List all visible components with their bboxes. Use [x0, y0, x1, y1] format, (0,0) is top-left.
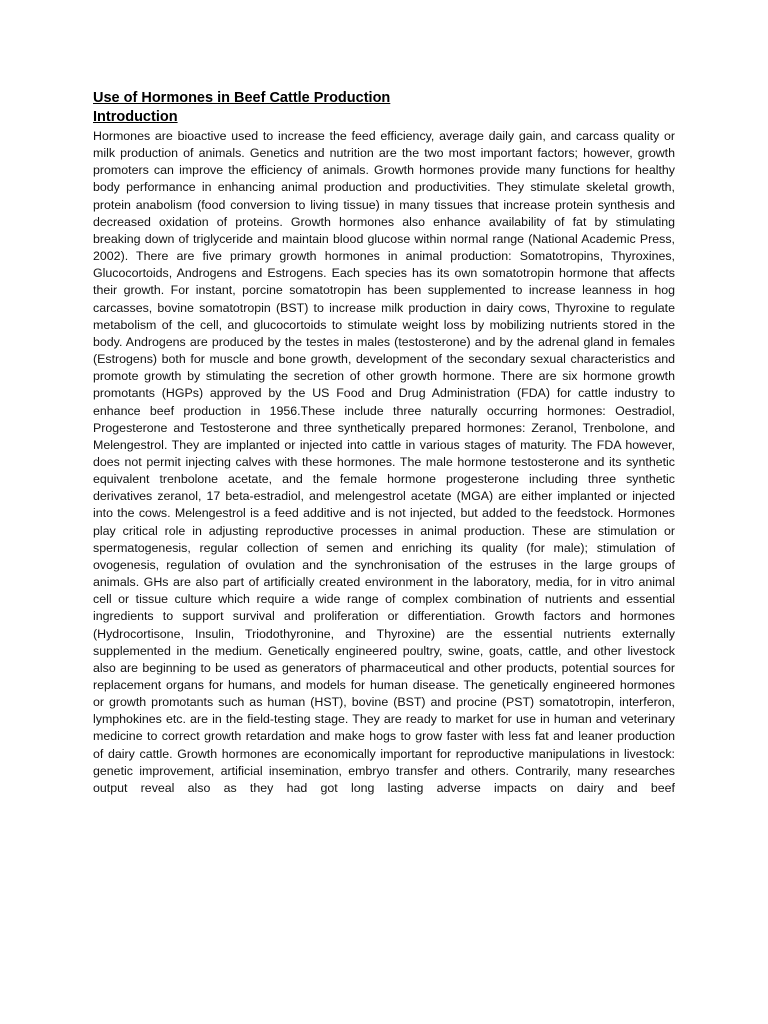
document-title: Use of Hormones in Beef Cattle Production: [93, 90, 391, 106]
section-heading-introduction: Introduction: [93, 109, 178, 125]
document-content: [93, 89, 675, 797]
introduction-paragraph: Hormones are bioactive used to increase the feed efficiency, average daily gain, and carcass quality or milk production of animals. Genetics and nutrition are the two most important factors; however, growth promoters can improve the efficiency of animals. Growth hormones provide many functions for healthy body performance in enhancing animal production and productivities. They stimulate skeletal growth, protein anabolism (food conversion to living tissue) in many tissues that increase protein synthesis and decreased oxidation of proteins. Growth hormones also enhance availability of fat by stimulating breaking down of triglyceride and maintain blood glucose within normal range (National Academic Press, 2002). There are five primary growth hormones in animal production: Somatotropins, Thyroxines, Glucocortoids, Androgens and Estrogens. Each species has its own somatotropin hormone that affects their growth. For instant, porcine somatotropin has been supplemented to increase leanness in hog carcasses, bovine somatotropin (BST) to increase milk production in dairy cows, Thyroxine to regulate metabolism of the cell, and glucocortoids to stimulate weight loss by mobilizing nutrients stored in the body. Androgens are produced by the testes in males (testosterone) and by the adrenal gland in females (Estrogens) both for muscle and bone growth, development of the secondary sexual characteristics and promote growth by stimulating the secretion of other growth hormone. There are six hormone growth promotants (HGPs) approved by the US Food and Drug Administration (FDA) for cattle industry to enhance beef production in 1956.These include three naturally occurring hormones: Oestradiol, Progesterone and Testosterone and three synthetically prepared hormones: Zeranol, Trenbolone, and Melengestrol. They are implanted or injected into cattle in various stages of maturity. The FDA however, does not permit injecting calves with these hormones. The male hormone testosterone and its synthetic equivalent trenbolone acetate, and the female hormone progesterone including three synthetic derivatives zeranol, 17 beta-estradiol, and melengestrol acetate (MGA) are either implanted or injected into the cows. Melengestrol is a feed additive and is not injected, but added to the feedstock. Hormones play critical role in adjusting reproductive processes in animal production. These are stimulation or spermatogenesis, regular collection of semen and enriching its quality (for male); stimulation of ovogenesis, regulation of ovulation and the synchronisation of the estruses in the large groups of animals. GHs are also part of artificially created environment in the laboratory, media, for in vitro animal cell or tissue culture which require a wide range of complex combination of nutrients and essential ingredients to support survival and proliferation or differentiation. Growth factors and hormones (Hydrocortisone, Insulin, Triodothyronine, and Thyroxine) are the essential nutrients externally supplemented in the medium. Genetically engineered poultry, swine, goats, cattle, and other livestock also are beginning to be used as generators of pharmaceutical and other products, potential sources for replacement organs for humans, and models for human disease. The genetically engineered hormones or growth promotants such as human (HST), bovine (BST) and procine (PST) somatotropin, interferon, lymphokines etc. are in the field-testing stage. They are ready to market for use in human and veterinary medicine to correct growth retardation and make hogs to grow faster with less fat and leaner production of dairy cattle. Growth hormones are economically important for reproductive manipulations in livestock: genetic improvement, artificial insemination, embryo transfer and others. Contrarily, many researches output reveal also as they had got long lasting adverse impacts on dairy and beef: [93, 129, 675, 795]
